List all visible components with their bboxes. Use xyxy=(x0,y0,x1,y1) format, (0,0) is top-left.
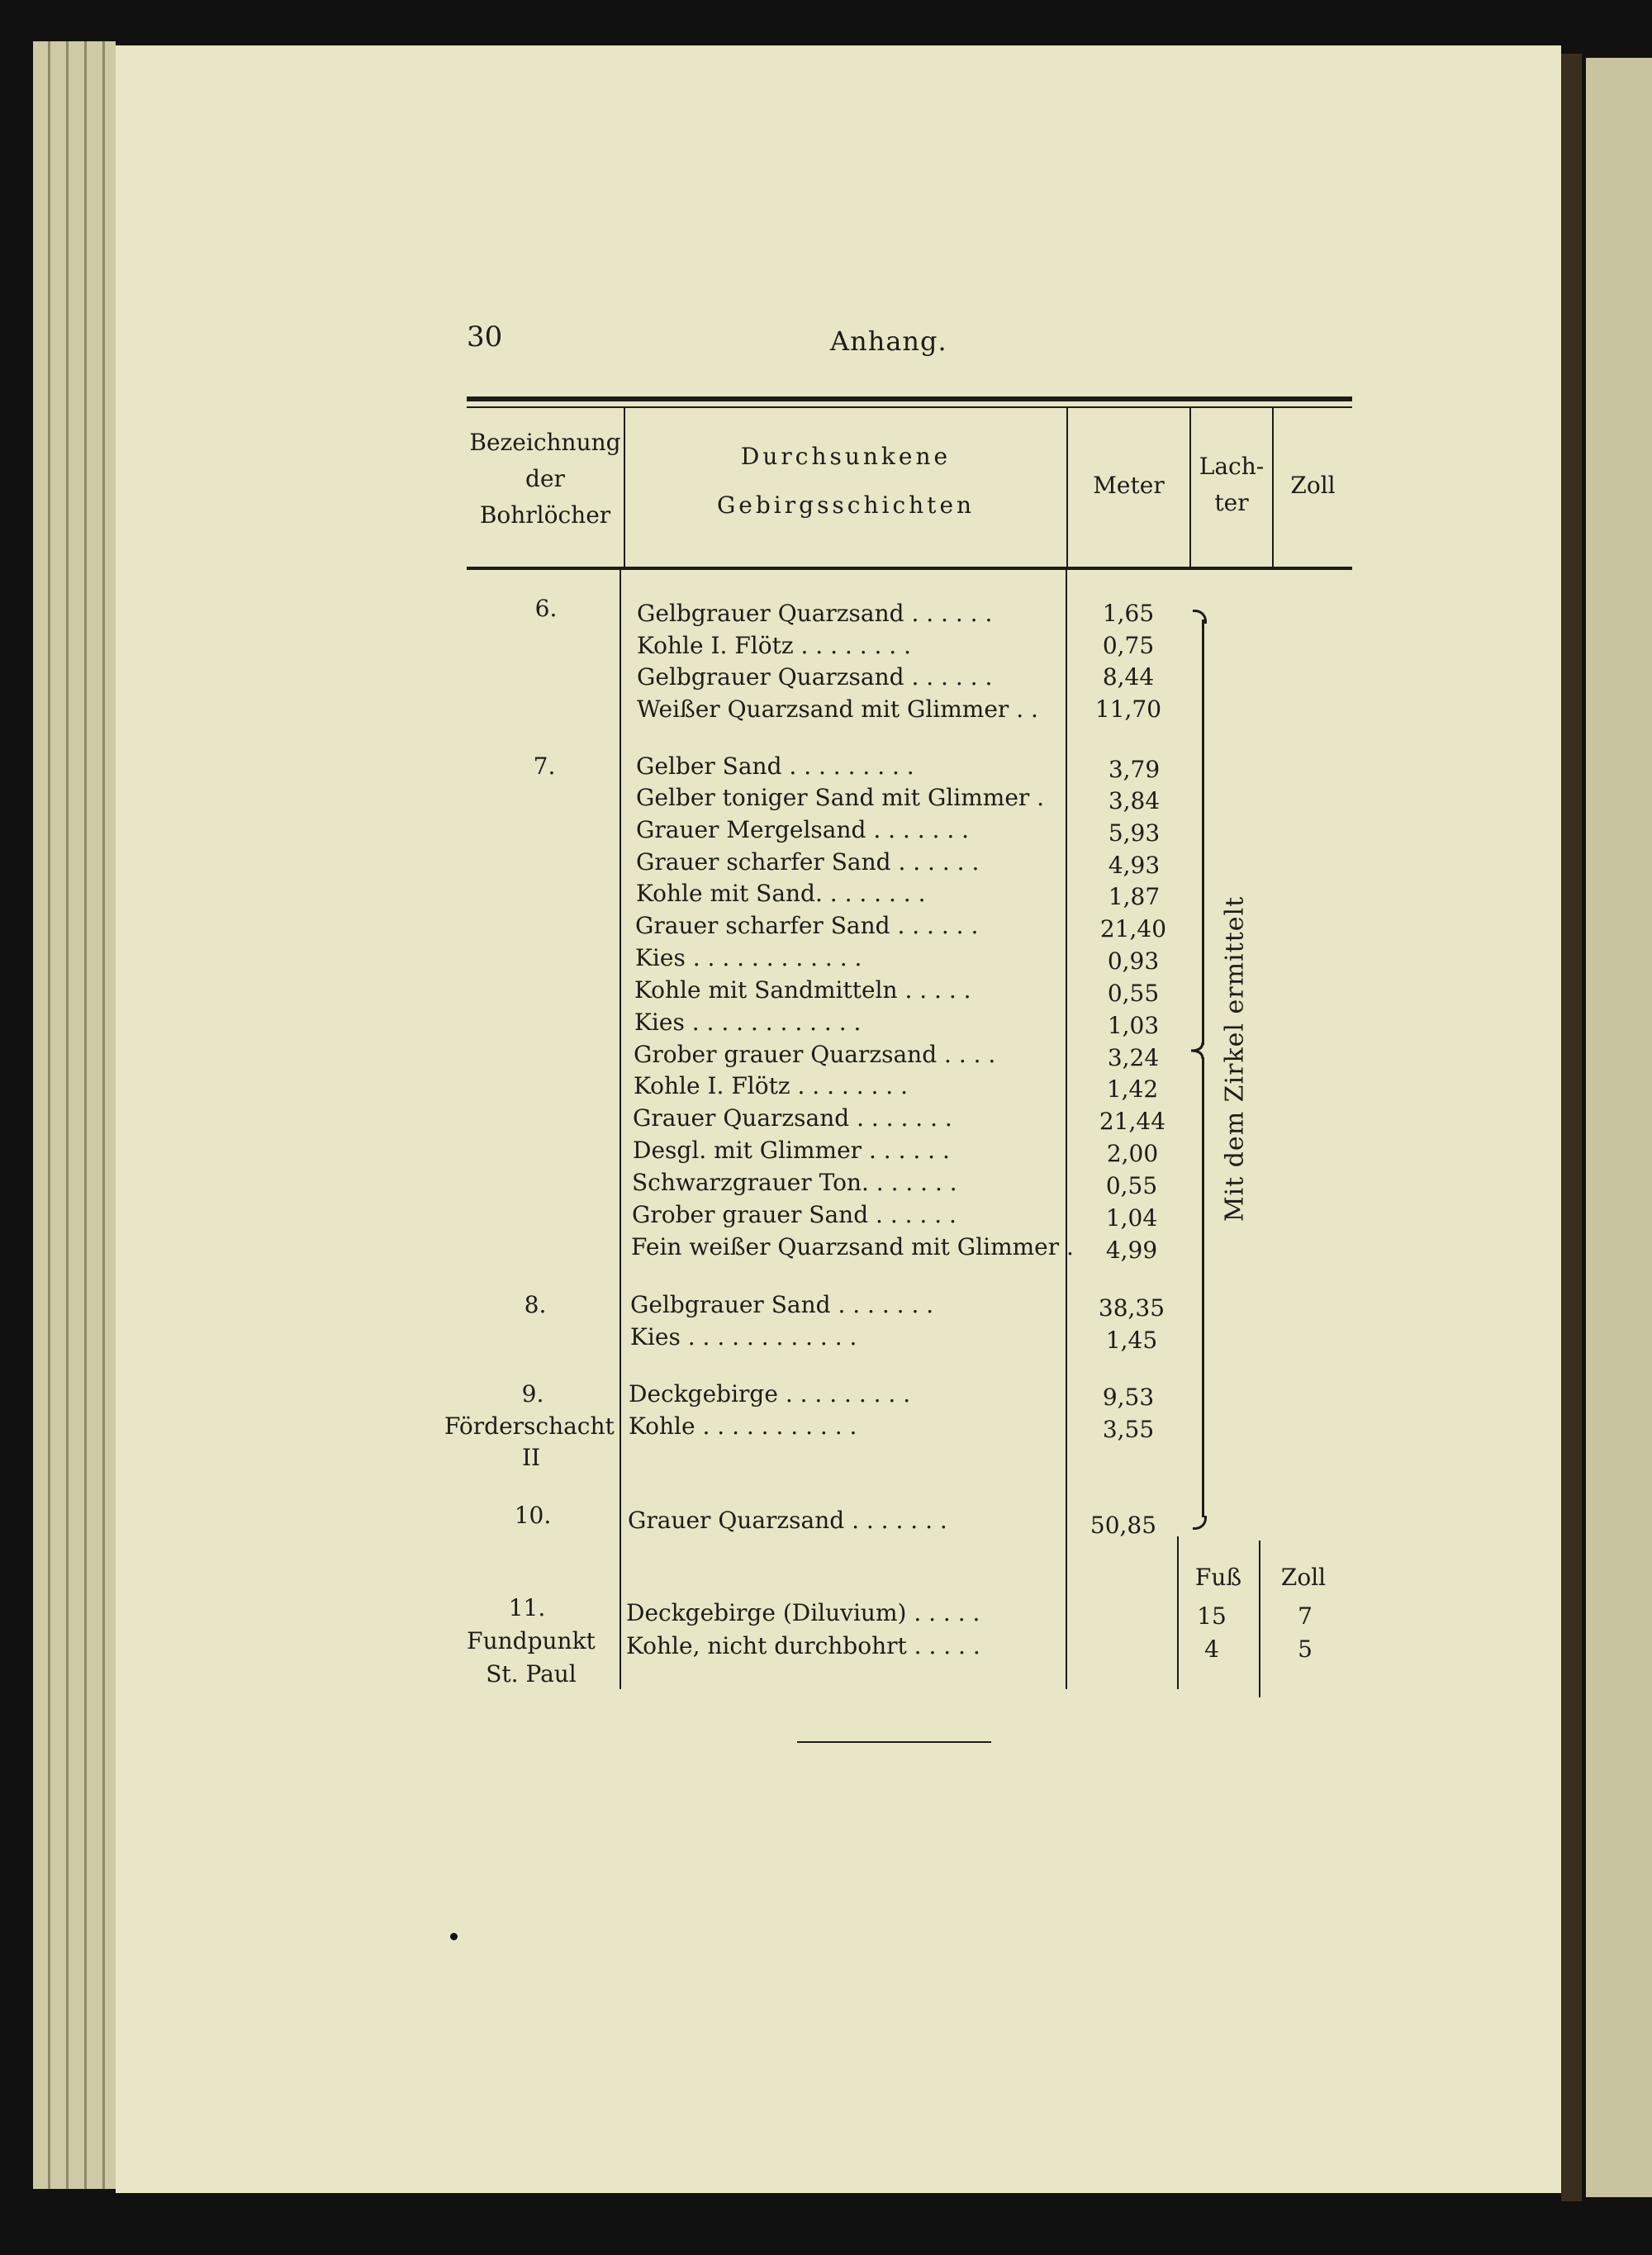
layer-description: Grober grauer Sand . . . . . . xyxy=(632,1201,957,1228)
edge-line xyxy=(102,41,105,2189)
next-page-edge xyxy=(1586,58,1652,2197)
bohrloch-label: 7. xyxy=(533,752,556,780)
layer-description: Gelbgrauer Sand . . . . . . . xyxy=(630,1291,934,1318)
header-zoll-2: Zoll xyxy=(1280,1564,1327,1591)
binding-shadow xyxy=(1561,54,1582,2201)
meter-value: 1,87 xyxy=(1108,883,1161,910)
fuss-value: 15 xyxy=(1197,1602,1227,1630)
bracket-point xyxy=(1189,1042,1204,1059)
layer-description: Kohle, nicht durchbohrt . . . . . xyxy=(626,1632,980,1659)
layer-description: Fein weißer Quarzsand mit Glimmer . xyxy=(631,1233,1074,1260)
layer-description: Kohle mit Sand. . . . . . . . xyxy=(636,880,926,907)
layer-description: Schwarzgrauer Ton. . . . . . . xyxy=(632,1169,957,1196)
layer-description: Gelber Sand . . . . . . . . . xyxy=(636,752,914,780)
meter-value: 0,55 xyxy=(1105,1172,1158,1199)
col-divider xyxy=(620,570,621,1689)
fuss-value: 4 xyxy=(1204,1635,1219,1663)
bracket-line xyxy=(1202,1057,1204,1517)
meter-value: 3,79 xyxy=(1108,756,1161,783)
layer-description: Weißer Quarzsand mit Glimmer . . xyxy=(637,695,1038,723)
meter-value: 38,35 xyxy=(1098,1294,1165,1322)
bohrloch-label: Fundpunkt xyxy=(467,1627,596,1654)
col-divider xyxy=(1259,1541,1260,1697)
bracket-line xyxy=(1202,620,1204,1045)
page-edges xyxy=(33,41,116,2189)
meter-value: 21,40 xyxy=(1099,915,1167,942)
layer-description: Kohle . . . . . . . . . . . xyxy=(629,1412,857,1440)
meter-value: 21,44 xyxy=(1099,1108,1166,1135)
layer-description: Grauer scharfer Sand . . . . . . xyxy=(636,848,980,876)
layer-description: Kohle I. Flötz . . . . . . . . xyxy=(637,632,911,659)
meter-value: 4,99 xyxy=(1105,1237,1158,1264)
layer-description: Kies . . . . . . . . . . . . xyxy=(630,1323,857,1351)
edge-line xyxy=(66,41,69,2189)
bohrloch-label: St. Paul xyxy=(486,1660,577,1688)
layer-description: Gelbgrauer Quarzsand . . . . . . xyxy=(637,600,993,627)
edge-line xyxy=(48,41,50,2189)
meter-value: 1,03 xyxy=(1107,1012,1160,1039)
header-fuss: Fuß xyxy=(1194,1564,1242,1591)
layer-description: Deckgebirge . . . . . . . . . xyxy=(629,1380,911,1408)
layer-description: Grauer Mergelsand . . . . . . . xyxy=(636,816,970,843)
layer-description: Grauer scharfer Sand . . . . . . xyxy=(635,912,979,939)
bohrloch-label: 11. xyxy=(508,1594,546,1621)
bohrloch-label: 9. xyxy=(521,1380,544,1408)
meter-value: 50,85 xyxy=(1089,1512,1157,1539)
bohrloch-label: 6. xyxy=(534,595,558,622)
bohrloch-label: Förderschacht xyxy=(444,1412,615,1440)
meter-value: 9,53 xyxy=(1102,1384,1155,1411)
meter-value: 0,75 xyxy=(1102,632,1155,659)
table-top-rule-thin xyxy=(467,406,1352,408)
bohrloch-label: 10. xyxy=(514,1502,552,1529)
zoll-value: 5 xyxy=(1298,1635,1313,1663)
meter-value: 3,84 xyxy=(1108,787,1161,814)
meter-value: 1,04 xyxy=(1105,1204,1158,1232)
meter-value: 3,55 xyxy=(1102,1416,1155,1443)
header-bohrloch: Bezeichnung der Bohrlöcher xyxy=(469,429,621,529)
layer-description: Gelbgrauer Quarzsand . . . . . . xyxy=(637,663,993,691)
bracket-note: Mit dem Zirkel ermittelt xyxy=(1220,895,1250,1222)
layer-description: Kohle I. Flötz . . . . . . . . xyxy=(634,1072,908,1099)
edge-line xyxy=(84,41,87,2189)
table-top-rule xyxy=(467,396,1352,401)
layer-description: Desgl. mit Glimmer . . . . . . xyxy=(633,1137,950,1164)
layer-description: Grauer Quarzsand . . . . . . . xyxy=(628,1507,947,1534)
meter-value: 5,93 xyxy=(1108,819,1161,847)
layer-description: Deckgebirge (Diluvium) . . . . . xyxy=(626,1599,980,1626)
meter-value: 4,93 xyxy=(1108,852,1161,879)
meter-value: 11,70 xyxy=(1094,695,1162,723)
layer-description: Gelber toniger Sand mit Glimmer . xyxy=(636,784,1045,811)
layer-description: Grauer Quarzsand . . . . . . . xyxy=(633,1104,952,1132)
meter-value: 1,42 xyxy=(1106,1075,1159,1103)
meter-value: 1,45 xyxy=(1105,1327,1158,1354)
meter-value: 3,24 xyxy=(1107,1044,1160,1071)
layer-description: Grober grauer Quarzsand . . . . xyxy=(634,1041,996,1068)
header-lachter: Lach- ter xyxy=(1199,453,1265,516)
end-separator xyxy=(797,1741,991,1743)
bohrloch-label: II xyxy=(521,1444,541,1471)
meter-value: 0,93 xyxy=(1107,947,1160,975)
layer-description: Kohle mit Sandmitteln . . . . . xyxy=(634,976,971,1004)
col-divider xyxy=(1066,570,1067,1689)
meter-value: 8,44 xyxy=(1102,663,1155,691)
layer-description: Kies . . . . . . . . . . . . xyxy=(635,944,862,971)
page-number: 30 xyxy=(467,320,503,354)
header-zoll: Zoll xyxy=(1290,472,1336,499)
ink-spot xyxy=(450,1933,458,1940)
page-title: Anhang. xyxy=(830,325,947,357)
table-head-rule xyxy=(467,567,1352,570)
meter-value: 2,00 xyxy=(1106,1140,1159,1167)
header-schichten: Durchsunkene Gebirgsschichten xyxy=(716,443,976,519)
bohrloch-label: 8. xyxy=(524,1291,547,1318)
zoll-value: 7 xyxy=(1298,1602,1313,1630)
meter-value: 1,65 xyxy=(1102,600,1155,627)
layer-description: Kies . . . . . . . . . . . . xyxy=(634,1009,862,1036)
meter-value: 0,55 xyxy=(1107,980,1160,1007)
header-meter: Meter xyxy=(1093,472,1165,499)
